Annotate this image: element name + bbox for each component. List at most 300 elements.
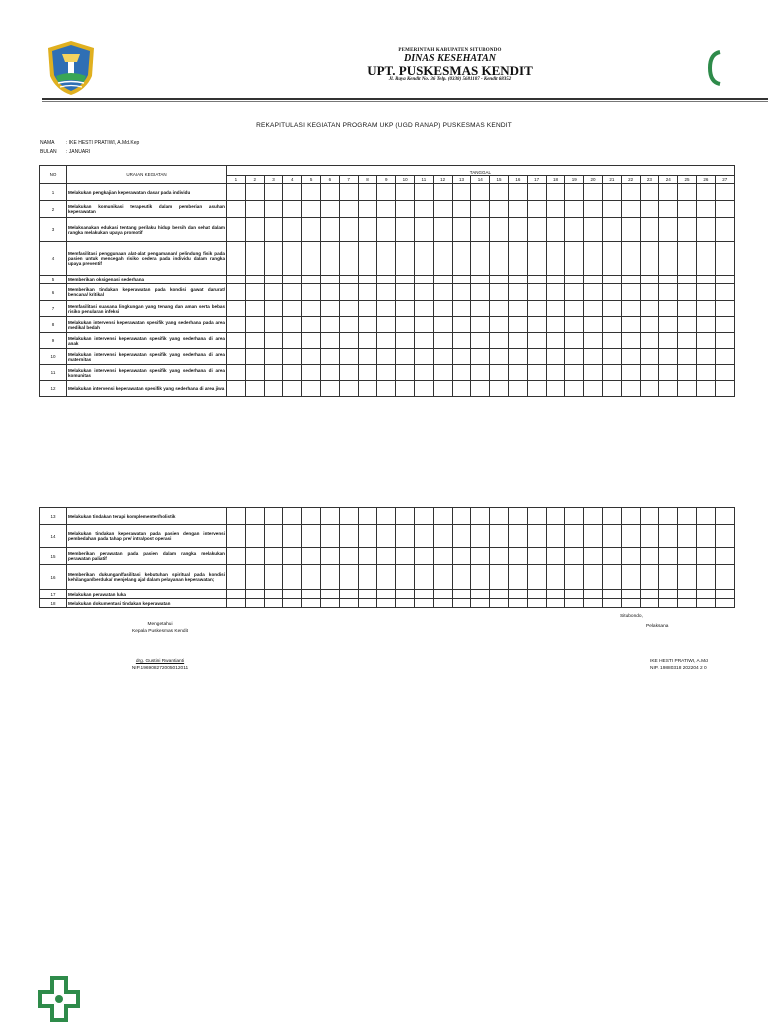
day-cell[interactable] (715, 284, 734, 301)
day-cell[interactable] (320, 242, 339, 276)
day-cell[interactable] (227, 301, 246, 317)
day-cell[interactable] (640, 565, 659, 590)
day-cell[interactable] (659, 184, 678, 201)
day-cell[interactable] (358, 333, 377, 349)
day-cell[interactable] (452, 565, 471, 590)
day-cell[interactable] (452, 284, 471, 301)
day-cell[interactable] (452, 525, 471, 548)
day-cell[interactable] (508, 365, 527, 381)
day-cell[interactable] (264, 317, 283, 333)
day-cell[interactable] (358, 365, 377, 381)
day-cell[interactable] (602, 548, 621, 565)
day-cell[interactable] (396, 548, 415, 565)
day-cell[interactable] (396, 525, 415, 548)
day-cell[interactable] (621, 284, 640, 301)
day-cell[interactable] (565, 548, 584, 565)
day-cell[interactable] (320, 276, 339, 284)
day-cell[interactable] (377, 242, 396, 276)
day-cell[interactable] (452, 201, 471, 218)
day-cell[interactable] (471, 599, 490, 608)
day-cell[interactable] (302, 276, 321, 284)
day-cell[interactable] (320, 548, 339, 565)
day-cell[interactable] (377, 349, 396, 365)
day-cell[interactable] (471, 201, 490, 218)
day-cell[interactable] (283, 184, 302, 201)
day-cell[interactable] (471, 301, 490, 317)
day-cell[interactable] (302, 590, 321, 599)
day-cell[interactable] (320, 184, 339, 201)
day-cell[interactable] (640, 508, 659, 525)
day-cell[interactable] (678, 508, 697, 525)
day-cell[interactable] (396, 184, 415, 201)
day-cell[interactable] (283, 590, 302, 599)
day-cell[interactable] (715, 317, 734, 333)
day-cell[interactable] (320, 508, 339, 525)
day-cell[interactable] (621, 525, 640, 548)
day-cell[interactable] (471, 508, 490, 525)
day-cell[interactable] (527, 548, 546, 565)
day-cell[interactable] (283, 365, 302, 381)
day-cell[interactable] (678, 284, 697, 301)
day-cell[interactable] (339, 508, 358, 525)
day-cell[interactable] (696, 508, 715, 525)
day-cell[interactable] (508, 284, 527, 301)
day-cell[interactable] (264, 333, 283, 349)
day-cell[interactable] (602, 365, 621, 381)
day-cell[interactable] (433, 599, 452, 608)
day-cell[interactable] (546, 548, 565, 565)
day-cell[interactable] (377, 301, 396, 317)
day-cell[interactable] (227, 508, 246, 525)
day-cell[interactable] (339, 381, 358, 397)
day-cell[interactable] (621, 599, 640, 608)
day-cell[interactable] (414, 317, 433, 333)
day-cell[interactable] (227, 590, 246, 599)
day-cell[interactable] (659, 276, 678, 284)
day-cell[interactable] (245, 525, 264, 548)
day-cell[interactable] (433, 317, 452, 333)
day-cell[interactable] (320, 218, 339, 242)
day-cell[interactable] (433, 508, 452, 525)
day-cell[interactable] (302, 525, 321, 548)
day-cell[interactable] (396, 565, 415, 590)
day-cell[interactable] (546, 365, 565, 381)
day-cell[interactable] (640, 276, 659, 284)
day-cell[interactable] (715, 365, 734, 381)
day-cell[interactable] (358, 301, 377, 317)
day-cell[interactable] (302, 565, 321, 590)
day-cell[interactable] (339, 284, 358, 301)
day-cell[interactable] (302, 242, 321, 276)
day-cell[interactable] (584, 301, 603, 317)
day-cell[interactable] (508, 218, 527, 242)
day-cell[interactable] (283, 284, 302, 301)
day-cell[interactable] (433, 525, 452, 548)
day-cell[interactable] (302, 317, 321, 333)
day-cell[interactable] (602, 184, 621, 201)
day-cell[interactable] (715, 565, 734, 590)
day-cell[interactable] (527, 365, 546, 381)
day-cell[interactable] (471, 284, 490, 301)
day-cell[interactable] (358, 508, 377, 525)
day-cell[interactable] (471, 333, 490, 349)
day-cell[interactable] (621, 381, 640, 397)
day-cell[interactable] (452, 508, 471, 525)
day-cell[interactable] (264, 218, 283, 242)
day-cell[interactable] (245, 301, 264, 317)
day-cell[interactable] (245, 349, 264, 365)
day-cell[interactable] (264, 301, 283, 317)
day-cell[interactable] (264, 201, 283, 218)
day-cell[interactable] (508, 201, 527, 218)
day-cell[interactable] (696, 184, 715, 201)
day-cell[interactable] (433, 184, 452, 201)
day-cell[interactable] (527, 333, 546, 349)
day-cell[interactable] (414, 284, 433, 301)
day-cell[interactable] (659, 284, 678, 301)
day-cell[interactable] (659, 525, 678, 548)
day-cell[interactable] (527, 381, 546, 397)
day-cell[interactable] (377, 381, 396, 397)
day-cell[interactable] (358, 599, 377, 608)
day-cell[interactable] (358, 317, 377, 333)
day-cell[interactable] (452, 184, 471, 201)
day-cell[interactable] (377, 508, 396, 525)
day-cell[interactable] (283, 242, 302, 276)
day-cell[interactable] (414, 218, 433, 242)
day-cell[interactable] (565, 333, 584, 349)
day-cell[interactable] (678, 184, 697, 201)
day-cell[interactable] (602, 525, 621, 548)
day-cell[interactable] (320, 365, 339, 381)
day-cell[interactable] (715, 381, 734, 397)
day-cell[interactable] (302, 599, 321, 608)
day-cell[interactable] (584, 599, 603, 608)
day-cell[interactable] (283, 508, 302, 525)
day-cell[interactable] (414, 525, 433, 548)
day-cell[interactable] (696, 242, 715, 276)
day-cell[interactable] (264, 284, 283, 301)
day-cell[interactable] (358, 218, 377, 242)
day-cell[interactable] (678, 242, 697, 276)
day-cell[interactable] (584, 508, 603, 525)
day-cell[interactable] (490, 218, 509, 242)
day-cell[interactable] (396, 218, 415, 242)
day-cell[interactable] (602, 284, 621, 301)
day-cell[interactable] (678, 317, 697, 333)
day-cell[interactable] (490, 349, 509, 365)
day-cell[interactable] (471, 349, 490, 365)
day-cell[interactable] (508, 599, 527, 608)
day-cell[interactable] (377, 276, 396, 284)
day-cell[interactable] (302, 301, 321, 317)
day-cell[interactable] (283, 201, 302, 218)
day-cell[interactable] (584, 276, 603, 284)
day-cell[interactable] (584, 184, 603, 201)
day-cell[interactable] (245, 218, 264, 242)
day-cell[interactable] (490, 525, 509, 548)
day-cell[interactable] (414, 184, 433, 201)
day-cell[interactable] (565, 276, 584, 284)
day-cell[interactable] (396, 508, 415, 525)
day-cell[interactable] (433, 565, 452, 590)
day-cell[interactable] (527, 525, 546, 548)
day-cell[interactable] (377, 365, 396, 381)
day-cell[interactable] (283, 349, 302, 365)
day-cell[interactable] (621, 218, 640, 242)
day-cell[interactable] (546, 590, 565, 599)
day-cell[interactable] (339, 525, 358, 548)
day-cell[interactable] (452, 381, 471, 397)
day-cell[interactable] (640, 201, 659, 218)
day-cell[interactable] (320, 284, 339, 301)
day-cell[interactable] (565, 599, 584, 608)
day-cell[interactable] (471, 365, 490, 381)
day-cell[interactable] (377, 548, 396, 565)
day-cell[interactable] (490, 565, 509, 590)
day-cell[interactable] (227, 349, 246, 365)
day-cell[interactable] (358, 590, 377, 599)
day-cell[interactable] (358, 548, 377, 565)
day-cell[interactable] (584, 365, 603, 381)
day-cell[interactable] (678, 590, 697, 599)
day-cell[interactable] (584, 201, 603, 218)
day-cell[interactable] (302, 333, 321, 349)
day-cell[interactable] (678, 349, 697, 365)
day-cell[interactable] (490, 365, 509, 381)
day-cell[interactable] (245, 317, 264, 333)
day-cell[interactable] (640, 365, 659, 381)
day-cell[interactable] (414, 349, 433, 365)
day-cell[interactable] (377, 184, 396, 201)
day-cell[interactable] (377, 284, 396, 301)
day-cell[interactable] (414, 508, 433, 525)
day-cell[interactable] (696, 565, 715, 590)
day-cell[interactable] (584, 284, 603, 301)
day-cell[interactable] (471, 218, 490, 242)
day-cell[interactable] (302, 508, 321, 525)
day-cell[interactable] (508, 565, 527, 590)
day-cell[interactable] (377, 218, 396, 242)
day-cell[interactable] (546, 508, 565, 525)
day-cell[interactable] (396, 599, 415, 608)
day-cell[interactable] (696, 599, 715, 608)
day-cell[interactable] (527, 590, 546, 599)
day-cell[interactable] (602, 276, 621, 284)
day-cell[interactable] (302, 284, 321, 301)
day-cell[interactable] (527, 301, 546, 317)
day-cell[interactable] (264, 590, 283, 599)
day-cell[interactable] (452, 349, 471, 365)
day-cell[interactable] (358, 184, 377, 201)
day-cell[interactable] (339, 590, 358, 599)
day-cell[interactable] (527, 599, 546, 608)
day-cell[interactable] (659, 218, 678, 242)
day-cell[interactable] (659, 548, 678, 565)
day-cell[interactable] (452, 218, 471, 242)
day-cell[interactable] (602, 599, 621, 608)
day-cell[interactable] (320, 381, 339, 397)
day-cell[interactable] (245, 365, 264, 381)
day-cell[interactable] (245, 242, 264, 276)
day-cell[interactable] (471, 276, 490, 284)
day-cell[interactable] (621, 508, 640, 525)
day-cell[interactable] (584, 548, 603, 565)
day-cell[interactable] (245, 508, 264, 525)
day-cell[interactable] (490, 276, 509, 284)
day-cell[interactable] (339, 333, 358, 349)
day-cell[interactable] (339, 276, 358, 284)
day-cell[interactable] (659, 301, 678, 317)
day-cell[interactable] (433, 284, 452, 301)
day-cell[interactable] (245, 590, 264, 599)
day-cell[interactable] (433, 365, 452, 381)
day-cell[interactable] (659, 590, 678, 599)
day-cell[interactable] (471, 242, 490, 276)
day-cell[interactable] (302, 349, 321, 365)
day-cell[interactable] (715, 590, 734, 599)
day-cell[interactable] (377, 333, 396, 349)
day-cell[interactable] (227, 284, 246, 301)
day-cell[interactable] (245, 565, 264, 590)
day-cell[interactable] (678, 599, 697, 608)
day-cell[interactable] (358, 525, 377, 548)
day-cell[interactable] (339, 365, 358, 381)
day-cell[interactable] (715, 548, 734, 565)
day-cell[interactable] (715, 242, 734, 276)
day-cell[interactable] (584, 525, 603, 548)
day-cell[interactable] (659, 242, 678, 276)
day-cell[interactable] (715, 599, 734, 608)
day-cell[interactable] (264, 565, 283, 590)
day-cell[interactable] (264, 349, 283, 365)
day-cell[interactable] (471, 317, 490, 333)
day-cell[interactable] (414, 333, 433, 349)
day-cell[interactable] (602, 349, 621, 365)
day-cell[interactable] (264, 599, 283, 608)
day-cell[interactable] (320, 201, 339, 218)
day-cell[interactable] (678, 201, 697, 218)
day-cell[interactable] (414, 548, 433, 565)
day-cell[interactable] (527, 317, 546, 333)
day-cell[interactable] (358, 201, 377, 218)
day-cell[interactable] (377, 590, 396, 599)
day-cell[interactable] (696, 301, 715, 317)
day-cell[interactable] (715, 333, 734, 349)
day-cell[interactable] (546, 301, 565, 317)
day-cell[interactable] (339, 565, 358, 590)
day-cell[interactable] (696, 365, 715, 381)
day-cell[interactable] (546, 525, 565, 548)
day-cell[interactable] (283, 276, 302, 284)
day-cell[interactable] (584, 590, 603, 599)
day-cell[interactable] (320, 565, 339, 590)
day-cell[interactable] (621, 301, 640, 317)
day-cell[interactable] (715, 218, 734, 242)
day-cell[interactable] (565, 381, 584, 397)
day-cell[interactable] (565, 301, 584, 317)
day-cell[interactable] (490, 599, 509, 608)
day-cell[interactable] (508, 242, 527, 276)
day-cell[interactable] (715, 525, 734, 548)
day-cell[interactable] (527, 349, 546, 365)
day-cell[interactable] (320, 333, 339, 349)
day-cell[interactable] (264, 276, 283, 284)
day-cell[interactable] (602, 508, 621, 525)
day-cell[interactable] (264, 184, 283, 201)
day-cell[interactable] (490, 333, 509, 349)
day-cell[interactable] (621, 548, 640, 565)
day-cell[interactable] (565, 284, 584, 301)
day-cell[interactable] (678, 365, 697, 381)
day-cell[interactable] (245, 184, 264, 201)
day-cell[interactable] (414, 242, 433, 276)
day-cell[interactable] (377, 201, 396, 218)
day-cell[interactable] (621, 365, 640, 381)
day-cell[interactable] (659, 381, 678, 397)
day-cell[interactable] (584, 333, 603, 349)
day-cell[interactable] (320, 301, 339, 317)
day-cell[interactable] (452, 333, 471, 349)
day-cell[interactable] (602, 218, 621, 242)
day-cell[interactable] (490, 317, 509, 333)
day-cell[interactable] (602, 242, 621, 276)
day-cell[interactable] (396, 381, 415, 397)
day-cell[interactable] (640, 301, 659, 317)
day-cell[interactable] (283, 565, 302, 590)
day-cell[interactable] (320, 525, 339, 548)
day-cell[interactable] (621, 333, 640, 349)
day-cell[interactable] (433, 349, 452, 365)
day-cell[interactable] (433, 301, 452, 317)
day-cell[interactable] (490, 201, 509, 218)
day-cell[interactable] (339, 201, 358, 218)
day-cell[interactable] (245, 276, 264, 284)
day-cell[interactable] (640, 242, 659, 276)
day-cell[interactable] (527, 284, 546, 301)
day-cell[interactable] (358, 381, 377, 397)
day-cell[interactable] (659, 201, 678, 218)
day-cell[interactable] (678, 301, 697, 317)
day-cell[interactable] (227, 333, 246, 349)
day-cell[interactable] (678, 565, 697, 590)
day-cell[interactable] (227, 242, 246, 276)
day-cell[interactable] (565, 365, 584, 381)
day-cell[interactable] (302, 548, 321, 565)
day-cell[interactable] (584, 565, 603, 590)
day-cell[interactable] (245, 333, 264, 349)
day-cell[interactable] (264, 508, 283, 525)
day-cell[interactable] (696, 317, 715, 333)
day-cell[interactable] (396, 365, 415, 381)
day-cell[interactable] (584, 349, 603, 365)
day-cell[interactable] (527, 242, 546, 276)
day-cell[interactable] (245, 284, 264, 301)
day-cell[interactable] (414, 590, 433, 599)
day-cell[interactable] (621, 184, 640, 201)
day-cell[interactable] (715, 184, 734, 201)
day-cell[interactable] (527, 565, 546, 590)
day-cell[interactable] (339, 242, 358, 276)
day-cell[interactable] (283, 381, 302, 397)
day-cell[interactable] (565, 525, 584, 548)
day-cell[interactable] (320, 349, 339, 365)
day-cell[interactable] (471, 184, 490, 201)
day-cell[interactable] (508, 525, 527, 548)
day-cell[interactable] (584, 317, 603, 333)
day-cell[interactable] (696, 218, 715, 242)
day-cell[interactable] (696, 349, 715, 365)
